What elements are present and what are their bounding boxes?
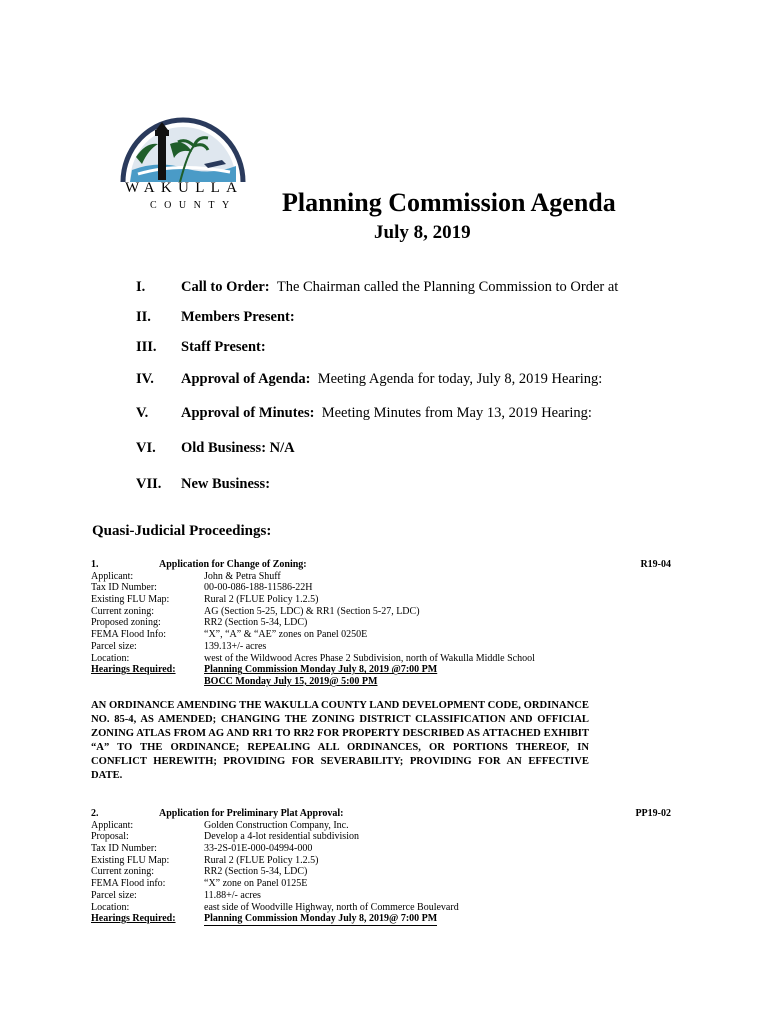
- field-key: Applicant:: [91, 819, 134, 831]
- application-2: [91, 808, 671, 925]
- field-key: Location:: [91, 652, 130, 664]
- agenda-text: The Chairman called the Planning Commission to Order at: [276, 279, 619, 295]
- agenda-label: New Business:: [181, 476, 271, 492]
- field-value: Golden Construction Company, Inc.: [204, 819, 349, 831]
- field-key: Existing FLU Map:: [91, 594, 170, 606]
- field-key: Existing FLU Map:: [91, 854, 170, 866]
- hearing-planning-commission: Planning Commission Monday July 8, 2019@ 7:00 PM: [204, 913, 438, 925]
- page-title: Planning Commission Agenda: [282, 188, 616, 217]
- field-key: Tax ID Number:: [91, 582, 157, 594]
- application-number: 2.: [91, 808, 99, 819]
- section-title: Quasi-Judicial Proceedings:: [92, 523, 272, 539]
- application-row: [91, 820, 671, 832]
- application-header: [91, 808, 671, 820]
- field-key: Location:: [91, 901, 130, 913]
- field-key: Tax ID Number:: [91, 843, 157, 855]
- agenda-num: II.: [136, 309, 151, 325]
- application-row: [91, 855, 671, 867]
- logo-name: WAKULLA: [125, 180, 244, 196]
- hearings-label: Hearings Required:: [91, 664, 176, 676]
- field-value: RR2 (Section 5-34, LDC): [204, 617, 308, 629]
- hearings-row: [91, 676, 671, 688]
- application-row: [91, 571, 671, 583]
- agenda-num: IV.: [136, 371, 154, 387]
- logo-subtitle: COUNTY: [150, 200, 237, 211]
- application-header: [91, 559, 671, 571]
- field-key: Parcel size:: [91, 640, 137, 652]
- field-key: FEMA Flood Info:: [91, 629, 167, 641]
- field-value: east side of Woodville Highway, north of Commerce Boulevard: [204, 901, 459, 913]
- agenda-text: Meeting Minutes from May 13, 2019 Hearing:: [321, 405, 592, 421]
- field-key: Proposal:: [91, 831, 129, 843]
- case-number: R19-04: [640, 559, 671, 570]
- field-value: “X”, “A” & “AE” zones on Panel 0250E: [204, 629, 368, 641]
- hearings-row: [91, 664, 671, 676]
- application-row: [91, 902, 671, 914]
- agenda-num: VII.: [136, 476, 162, 492]
- field-value: 33-2S-01E-000-04994-000: [204, 843, 313, 855]
- agenda-num: VI.: [136, 440, 156, 456]
- field-value: “X” zone on Panel 0125E: [204, 878, 308, 890]
- field-key: Applicant:: [91, 570, 134, 582]
- agenda-num: I.: [136, 279, 146, 295]
- agenda-label: Old Business: N/A: [181, 440, 295, 456]
- application-row: [91, 594, 671, 606]
- field-value: Rural 2 (FLUE Policy 1.2.5): [204, 854, 319, 866]
- field-value: Develop a 4-lot residential subdivision: [204, 831, 359, 843]
- application-row: [91, 831, 671, 843]
- hearings-label: Hearings Required:: [91, 913, 176, 925]
- application-title: Application for Change of Zoning:: [159, 559, 307, 570]
- application-row: [91, 629, 671, 641]
- agenda-label: Approval of Agenda:: [181, 371, 311, 387]
- ordinance-text: AN ORDINANCE AMENDING THE WAKULLA COUNTY LAND DEVELOPMENT CODE, ORDINANCE NO. 85-4, AS AMENDED; CHANGING THE ZONING DISTRICT CLASSIFICATION AND OFFICIAL ZONING ATLAS FROM AG AND RR1 TO RR2 FOR PROPERTY DESCRIBED AS ATTACHED EXHIBIT “A” TO THE ORDINANCE; REPEALING ALL ORDINANCES, OR PORTIONS THEREOF, IN CONFLICT HEREWITH; PROVIDING FOR SEVERABILITY; PROVIDING FOR AN EFFECTIVE DATE.: [91, 700, 589, 781]
- agenda-label: Members Present:: [181, 309, 295, 325]
- field-value: 00-00-086-188-11586-22H: [204, 582, 313, 594]
- agenda-num: V.: [136, 405, 149, 421]
- agenda-label: Call to Order:: [181, 279, 270, 295]
- field-value: John & Petra Shuff: [204, 570, 281, 582]
- agenda-date: July 8, 2019: [374, 222, 471, 243]
- agenda-text: Meeting Agenda for today, July 8, 2019 Hearing:: [317, 371, 603, 387]
- field-key: Current zoning:: [91, 605, 155, 617]
- field-key: Current zoning:: [91, 866, 155, 878]
- application-row: [91, 843, 671, 855]
- application-row: [91, 866, 671, 878]
- hearing-planning-commission: Planning Commission Monday July 8, 2019 @7:00 PM: [204, 664, 438, 676]
- field-value: 11.88+/- acres: [204, 889, 261, 901]
- wakulla-county-logo: [118, 112, 248, 212]
- hearings-row: [91, 913, 671, 925]
- application-row: [91, 617, 671, 629]
- agenda-label: Approval of Minutes:: [181, 405, 315, 421]
- field-value: AG (Section 5-25, LDC) & RR1 (Section 5-27, LDC): [204, 605, 420, 617]
- field-key: Proposed zoning:: [91, 617, 161, 629]
- application-row: [91, 582, 671, 594]
- hearing-bocc: BOCC Monday July 15, 2019@ 5:00 PM: [204, 675, 378, 687]
- field-value: 139.13+/- acres: [204, 640, 267, 652]
- application-row: [91, 890, 671, 902]
- application-row: [91, 653, 671, 665]
- field-key: FEMA Flood info:: [91, 878, 166, 890]
- application-number: 1.: [91, 559, 99, 570]
- application-1: [91, 559, 671, 688]
- field-key: Parcel size:: [91, 889, 137, 901]
- application-title: Application for Preliminary Plat Approval:: [159, 808, 344, 819]
- agenda-label: Staff Present:: [181, 339, 266, 355]
- application-row: [91, 641, 671, 653]
- field-value: Rural 2 (FLUE Policy 1.2.5): [204, 594, 319, 606]
- field-value: west of the Wildwood Acres Phase 2 Subdivision, north of Wakulla Middle School: [204, 652, 535, 664]
- case-number: PP19-02: [635, 808, 671, 819]
- application-row: [91, 878, 671, 890]
- field-value: RR2 (Section 5-34, LDC): [204, 866, 308, 878]
- application-row: [91, 606, 671, 618]
- agenda-num: III.: [136, 339, 157, 355]
